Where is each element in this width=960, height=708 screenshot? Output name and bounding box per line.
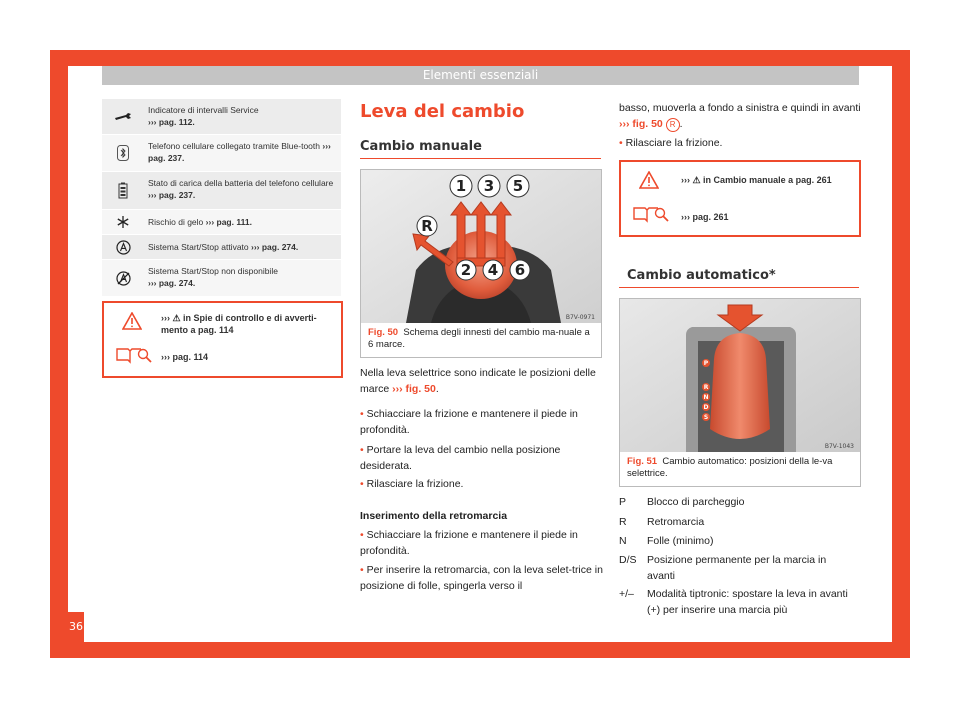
page-ref[interactable]: ››› pag. 112. [148, 117, 195, 127]
page-ref[interactable]: ››› pag. 237. [148, 141, 331, 163]
indicator-text: Telefono cellulare collegato tramite Blue-tooth [148, 141, 320, 151]
gear-6-label: 6 [514, 261, 526, 279]
indicator-row [102, 260, 341, 297]
gear-5-label: 5 [512, 177, 524, 195]
subsection-title: Cambio manuale [360, 139, 482, 154]
page-ref[interactable]: ››› pag. 237. [148, 190, 196, 200]
position-key: D/S [619, 554, 637, 566]
gear-2-label: 2 [460, 261, 472, 279]
bullet-text: Schiacciare la frizione e mantenere il piede in profondità. [360, 408, 578, 436]
page-ref[interactable]: ››› pag. 274. [251, 242, 299, 252]
page-ref[interactable]: ››› pag. 111. [205, 217, 252, 227]
wrench-icon [102, 99, 144, 134]
bullet-text: Per inserire la retromarcia, con la leva selet-trice in posizione di folle, spingerla verso il [360, 564, 603, 592]
bullet-item: • Rilasciare la frizione. [619, 137, 723, 149]
gear-r-badge: R [666, 118, 680, 132]
bullet-item: • Rilasciare la frizione. [360, 478, 464, 490]
figure-caption [368, 327, 594, 351]
indicator-row [102, 210, 341, 235]
indicator-text: Indicatore di intervalli Service [148, 105, 259, 115]
position-d-marker: D [703, 404, 709, 411]
continued-paragraph: basso, muoverla a fondo a sinistra e quindi in avanti ››› fig. 50 R . [619, 102, 861, 130]
continued-text: basso, muoverla a fondo a sinistra e quindi in avanti [619, 102, 861, 114]
automatic-selector-image [620, 299, 860, 452]
indicator-text: Stato di carica della batteria del telefono cellulare [148, 178, 334, 188]
caption-text: Schema degli innesti del cambio ma-nuale a 6 marce. [368, 327, 590, 350]
warning-triangle-icon [122, 312, 142, 330]
warning-box [619, 160, 861, 237]
bullet-text: Schiacciare la frizione e mantenere il piede in profondità. [360, 529, 578, 557]
bullet-text: Portare la leva del cambio nella posizione desiderata. [360, 444, 561, 472]
warning-triangle-icon [639, 171, 659, 189]
note-ref[interactable]: ››› pag. 261 [681, 212, 729, 222]
indicator-row [102, 135, 341, 172]
heading-rule [360, 158, 601, 159]
bullet-item: • Schiacciare la frizione e mantenere il piede in profondità. [360, 529, 578, 557]
intro-paragraph: Nella leva selettrice sono indicate le posizioni delle marce ››› fig. 50. [360, 367, 596, 395]
position-n-marker: N [703, 394, 709, 401]
position-key: +/– [619, 588, 634, 600]
gear-1-label: 1 [455, 177, 467, 195]
position-key: R [619, 516, 627, 528]
position-list [619, 495, 859, 615]
indicator-text: Sistema Start/Stop non disponibile [148, 266, 278, 276]
page-number: 36 [68, 612, 84, 642]
figure-51 [619, 298, 861, 487]
page-ref[interactable]: ››› pag. 274. [148, 278, 196, 288]
start-stop-icon [102, 235, 144, 259]
figure-ref[interactable]: ››› fig. 50 [619, 117, 663, 130]
figure-label: Fig. 51 [627, 456, 658, 467]
position-desc: Blocco di parcheggio [647, 496, 745, 508]
position-s-marker: S [703, 414, 709, 421]
figure-label: Fig. 50 [368, 327, 399, 338]
subsection-title: Cambio automatico* [627, 268, 776, 283]
bluetooth-icon [102, 135, 144, 171]
indicator-row [102, 99, 341, 135]
gear-3-label: 3 [483, 177, 495, 195]
warning-ref[interactable]: ››› ⚠ in Cambio manuale a pag. 261 [681, 175, 832, 185]
position-r-marker: R [703, 384, 709, 391]
caption-text: Cambio automatico: posizioni della le-va selettrice. [627, 456, 833, 479]
warning-ref-page: mento a pag. 114 [161, 325, 234, 335]
bullet-item: • Portare la leva del cambio nella posizione desiderata. [360, 444, 561, 472]
gear-r-label: R [421, 217, 433, 235]
reverse-heading: Inserimento della retromarcia [360, 510, 508, 522]
snowflake-icon [102, 210, 144, 234]
position-key: P [619, 496, 627, 508]
indicator-text: Rischio di gelo [148, 217, 204, 227]
running-header: Elementi essenziali [102, 66, 859, 85]
warning-box [102, 301, 343, 378]
bullet-text: Rilasciare la frizione. [625, 137, 723, 149]
figure-ref[interactable]: ››› fig. 50 [392, 382, 436, 395]
warning-ref[interactable]: ››› ⚠ in Spie di controllo e di avverti- [161, 313, 317, 323]
intro-text: Nella leva selettrice sono indicate le posizioni delle marce [360, 367, 596, 395]
position-key: N [619, 535, 627, 547]
section-title: Leva del cambio [360, 101, 525, 122]
position-desc: Modalità tiptronic: spostare la leva in avanti (+) per inserire una marcia più [647, 588, 848, 616]
position-desc: Retromarcia [647, 516, 705, 528]
indicator-row [102, 172, 341, 210]
start-stop-off-icon [102, 260, 144, 296]
figure-50 [360, 169, 602, 358]
indicator-table [102, 99, 341, 297]
book-magnifier-icon [633, 205, 671, 223]
bullet-text: Rilasciare la frizione. [366, 478, 464, 490]
bullet-item: • Per inserire la retromarcia, con la leva selet-trice in posizione di folle, spingerla verso il [360, 564, 603, 592]
position-p-marker: P [703, 360, 709, 367]
gear-4-label: 4 [487, 261, 499, 279]
position-desc: Folle (minimo) [647, 535, 714, 547]
figure-code: B7V-0971 [565, 314, 595, 321]
figure-caption [627, 456, 853, 480]
heading-rule [619, 287, 859, 288]
bullet-item: • Schiacciare la frizione e mantenere il piede in profondità. [360, 408, 578, 436]
note-ref[interactable]: ››› pag. 114 [161, 352, 209, 362]
indicator-row [102, 235, 341, 260]
figure-code: B7V-1043 [824, 443, 854, 450]
gear-shifter-image [361, 170, 601, 323]
indicator-text: Sistema Start/Stop attivato [148, 242, 249, 252]
battery-icon [102, 172, 144, 209]
book-magnifier-icon [116, 346, 154, 364]
position-desc: Posizione permanente per la marcia in avanti [647, 554, 827, 582]
